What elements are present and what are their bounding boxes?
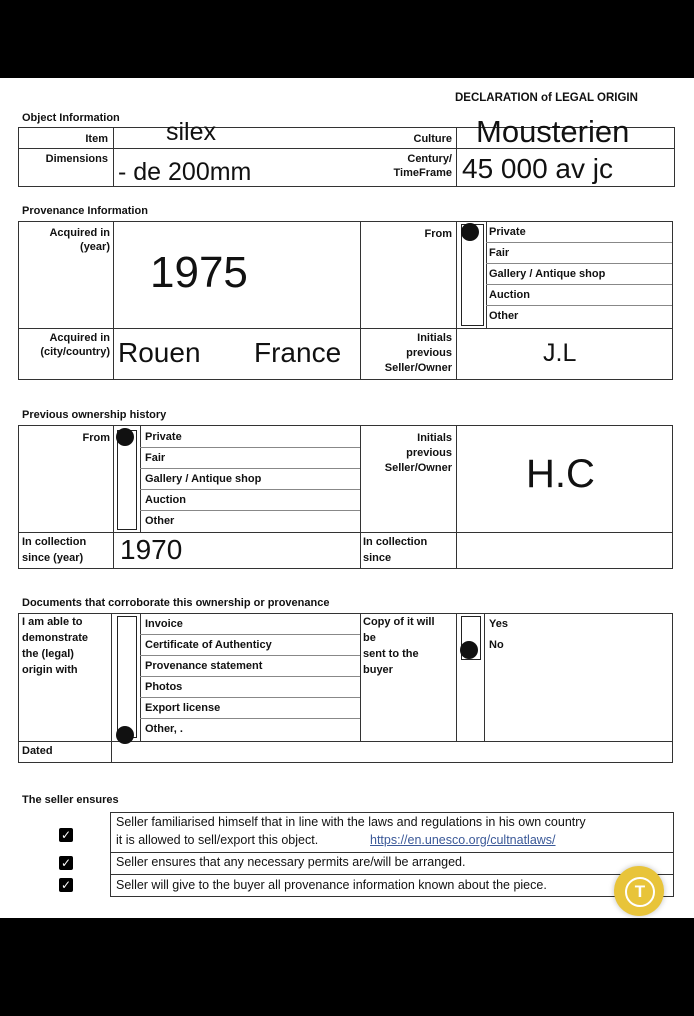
unesco-link[interactable]: https://en.unesco.org/cultnatlaws/ [370,833,556,847]
seller-statement-2: Seller ensures that any necessary permits are/will be arranged. [116,855,466,869]
copy-label-2: be [363,632,376,644]
history-option-gallery[interactable]: Gallery / Antique shop [145,473,262,485]
in-collection-year-label-2: since (year) [22,552,84,564]
document-title: DECLARATION of LEGAL ORIGIN [455,92,638,104]
in-collection-since-label-1: In collection [363,536,428,548]
translate-icon: T [625,877,655,907]
country-value: France [254,337,342,368]
provenance-option-auction[interactable]: Auction [489,289,530,301]
able-label-4: origin with [22,664,78,676]
history-initials-label-2: previous [406,447,452,459]
doc-option-certificate[interactable]: Certificate of Authenticy [145,639,272,651]
initials-label-2: previous [406,347,452,359]
seller-statement-3: Seller will give to the buyer all provenance information known about the piece. [116,878,547,892]
provenance-heading: Provenance Information [22,205,148,217]
able-label-3: the (legal) [22,648,74,660]
history-from-label: From [82,432,110,444]
acquired-year-value: 1975 [150,248,248,297]
century-label-2: TimeFrame [393,167,452,179]
item-label: Item [85,133,108,145]
provenance-option-private[interactable]: Private [489,226,526,238]
in-collection-year-value: 1970 [120,534,183,565]
acquired-city-label-1: Acquired in [49,332,110,344]
culture-value: Mousterien [476,114,630,149]
history-initials-label-1: Initials [417,432,452,444]
provenance-selected-marker [461,223,479,241]
documents-option-bar [117,616,137,738]
seller-checkbox-2[interactable]: ✓ [60,856,72,870]
item-value: silex [166,118,217,146]
history-option-auction[interactable]: Auction [145,494,186,506]
century-label-1: Century/ [407,153,452,165]
copy-label-4: buyer [363,664,393,676]
acquired-year-label-1: Acquired in [49,227,110,239]
history-option-other[interactable]: Other [145,515,175,527]
copy-option-no[interactable]: No [489,639,504,651]
history-option-fair[interactable]: Fair [145,452,166,464]
provenance-from-label: From [424,228,452,240]
history-initials-label-3: Seller/Owner [384,462,452,474]
documents-heading: Documents that corroborate this ownership or provenance [22,597,330,609]
doc-option-invoice[interactable]: Invoice [145,618,183,630]
able-label-2: demonstrate [22,632,89,644]
city-value: Rouen [118,337,201,368]
seller-statement-1-line-2: it is allowed to sell/export this object. [116,833,319,847]
doc-option-other[interactable]: Other, . [145,723,183,735]
seller-checkbox-1[interactable]: ✓ [60,828,72,842]
copy-selected-marker [460,641,478,659]
doc-option-export-license[interactable]: Export license [145,702,221,714]
century-value: 45 000 av jc [462,153,613,184]
dimensions-label: Dimensions [45,153,108,165]
doc-option-provenance-statement[interactable]: Provenance statement [145,660,263,672]
provenance-option-gallery[interactable]: Gallery / Antique shop [489,268,606,280]
initials-label-1: Initials [417,332,452,344]
history-option-private[interactable]: Private [145,431,182,443]
seller-checkbox-3[interactable]: ✓ [60,878,72,892]
seller-heading: The seller ensures [22,794,119,806]
able-label-1: I am able to [22,616,83,628]
initials-label-3: Seller/Owner [384,362,452,374]
seller-statement-1-line-1: Seller familiarised himself that in line with the laws and regulations in his own country [116,815,586,829]
doc-option-photos[interactable]: Photos [145,681,183,693]
copy-option-yes[interactable]: Yes [489,618,508,630]
acquired-year-label-2: (year) [80,241,110,253]
provenance-option-fair[interactable]: Fair [489,247,510,259]
in-collection-since-label-2: since [363,552,392,564]
object-info-heading: Object Information [22,112,120,124]
acquired-city-label-2: (city/country) [40,346,110,358]
declaration-page [0,78,694,918]
culture-label: Culture [413,133,452,145]
dated-label: Dated [22,745,53,757]
history-selected-marker [116,428,134,446]
history-initials-value: H.C [526,452,595,496]
dimensions-value: - de 200mm [118,158,252,186]
provenance-initials-value: J.L [543,339,577,367]
previous-ownership-heading: Previous ownership history [22,409,167,421]
in-collection-year-label-1: In collection [22,536,87,548]
copy-label-1: Copy of it will [363,616,435,628]
provenance-option-other[interactable]: Other [489,310,519,322]
copy-label-3: sent to the [363,648,419,660]
translate-badge[interactable] [614,866,664,916]
documents-selected-marker [116,726,134,744]
